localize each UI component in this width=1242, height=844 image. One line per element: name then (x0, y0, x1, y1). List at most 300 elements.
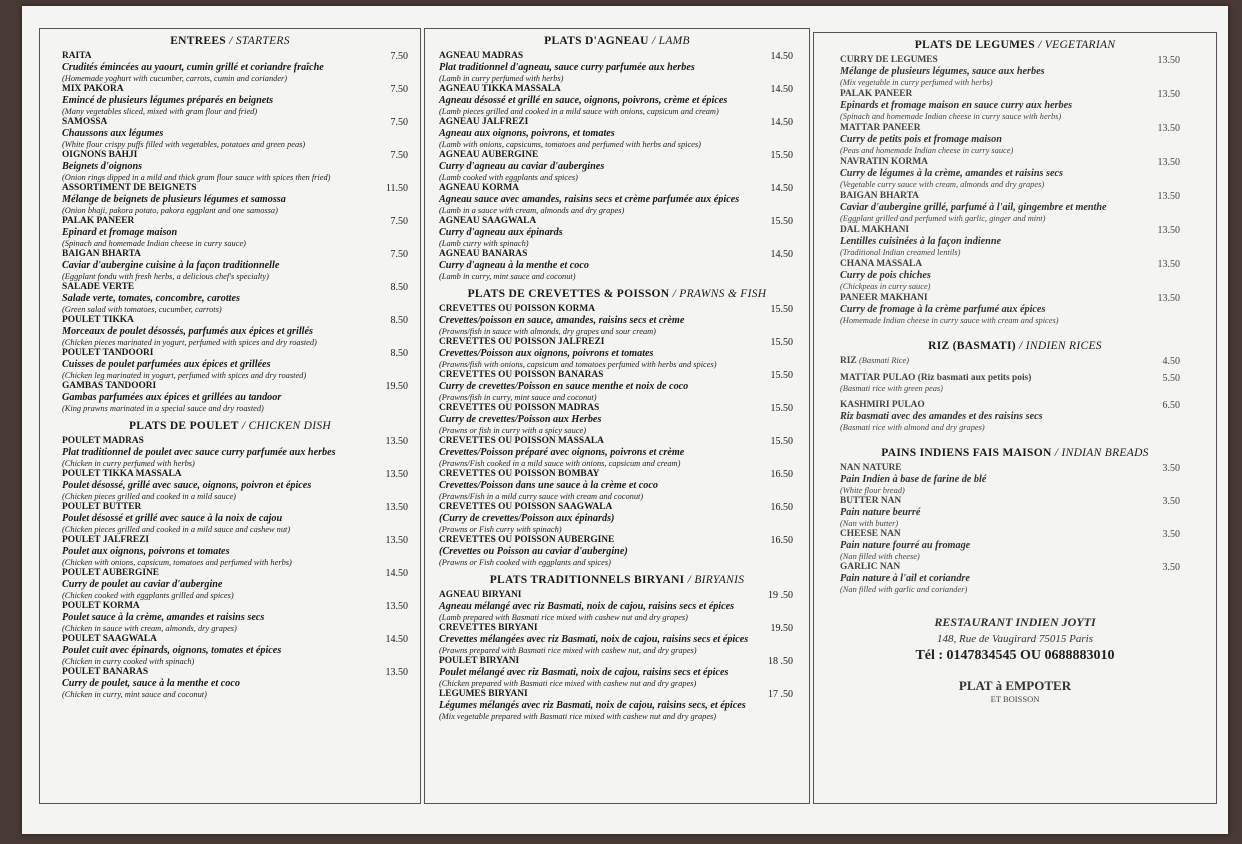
section-title-separator: / (669, 288, 680, 300)
menu-item (40, 282, 420, 315)
dish-name (840, 400, 1186, 411)
dish-translation: (Eggplant fondu with fresh herbs, a delicious chef's specialty) (62, 272, 269, 281)
dish-translation: (Mix vegetable prepared with Basmati rice mixed with cashew nut and dry grapes) (439, 712, 717, 721)
dish-price: 11.50 (385, 183, 408, 194)
right-column-sections (814, 39, 1216, 595)
section-title-en: VEGETARIAN (1044, 39, 1116, 51)
dish-translation: (Nan filled with garlic and coriander) (840, 585, 968, 594)
dish-name-text: GARLIC NAN (840, 562, 901, 572)
dish-price: 15.50 (770, 337, 793, 348)
dish-name-text: POULET MADRAS (62, 436, 144, 446)
dish-description: Curry d'agneau à la menthe et coco (439, 260, 589, 271)
dish-name (840, 496, 1186, 507)
dish-name-text: POULET BIRYANI (439, 656, 520, 666)
dish-price: 15.50 (770, 304, 793, 315)
dish-description: (Crevettes ou Poisson au caviar d'aubergine) (439, 546, 628, 557)
dish-description: Crudités émincées au yaourt, cumin grillé et coriandre fraîche (62, 62, 324, 73)
dish-name (840, 225, 1186, 236)
menu-item (425, 337, 809, 370)
dish-name-text: CHANA MASSALA (840, 259, 923, 269)
dish-description: Caviar d'aubergine cuisine à la façon traditionnelle (62, 260, 280, 271)
dish-price: 15.50 (770, 150, 793, 161)
dish-name (840, 356, 1186, 367)
dish-name-text: POULET SAAGWALA (62, 634, 157, 644)
dish-translation: (Spinach and homemade Indian cheese in curry sauce with herbs) (840, 112, 1062, 121)
dish-name (62, 348, 410, 359)
dish-translation: (White flour crispy puffs filled with vegetables, potatoes and green peas) (62, 140, 306, 149)
dish-translation: (Homemade yoghurt with cucumber, carrots, cumin and coriander) (62, 74, 288, 83)
dish-name (62, 601, 410, 612)
dish-name-text: CREVETTES BIRYANI (439, 623, 538, 633)
dish-name-text: CREVETTES OU POISSON MASSALA (439, 436, 604, 446)
dish-price: 14.50 (770, 84, 793, 95)
dish-name (62, 381, 410, 392)
dish-name-text: LEGUMES BIRYANI (439, 689, 528, 699)
menu-item (425, 502, 809, 535)
dish-name (840, 529, 1186, 540)
dish-translation: (Prawns/Fish in a mild curry sauce with cream and coconut) (439, 492, 644, 501)
section-title (425, 288, 809, 300)
section-title-en: CHICKEN DISH (248, 420, 332, 432)
dish-name (439, 436, 799, 447)
dish-name (439, 84, 799, 95)
dish-price: 13.50 (1157, 225, 1180, 236)
dish-name-text: MIX PAKORA (62, 84, 124, 94)
dish-name-text: POULET BANARAS (62, 667, 149, 677)
dish-description: Crevettes mélangées avec riz Basmati, noix de cajou, raisins secs et épices (439, 634, 749, 645)
dish-name (62, 469, 410, 480)
dish-name (62, 667, 410, 678)
dish-description: Plat traditionnel de poulet avec sauce curry parfumée aux herbes (62, 447, 336, 458)
dish-name-text: AGNEAU AUBERGINE (439, 150, 539, 160)
dish-price: 13.50 (1157, 293, 1180, 304)
dish-price: 13.50 (1157, 55, 1180, 66)
dish-name-text: CREVETTES OU POISSON JALFREZI (439, 337, 605, 347)
menu-item (40, 502, 420, 535)
dish-name (439, 337, 799, 348)
menu-item (814, 529, 1216, 562)
dish-translation: (Lamb prepared with Basmati rice mixed with cashew nut and dry grapes) (439, 613, 688, 622)
menu-item (40, 348, 420, 381)
dish-description: Poulet désossé et grillé avec sauce à la noix de cajou (62, 513, 283, 524)
menu-item (814, 225, 1216, 258)
dish-name (62, 315, 410, 326)
dish-price: 5.50 (1162, 373, 1180, 384)
section-title (425, 574, 809, 586)
menu-item (40, 51, 420, 84)
dish-name-text: NAVRATIN KORMA (840, 157, 928, 167)
dish-translation: (Chicken with onions, capsicum, tomatoes and perfumed with herbs) (62, 558, 292, 567)
dish-name (62, 216, 410, 227)
dish-description: Curry d'agneau aux épinards (439, 227, 563, 238)
dish-name (439, 403, 799, 414)
dish-name (439, 656, 799, 667)
dish-translation: (Prawns/fish with onions, capsicum and tomatoes perfumed with herbs and spices) (439, 360, 717, 369)
menu-item (814, 496, 1216, 529)
dish-price: 18 .50 (768, 656, 793, 667)
dish-name (439, 535, 799, 546)
dish-description: Crevettes/poisson en sauce, amandes, raisins secs et crème (439, 315, 685, 326)
dish-price: 14.50 (770, 183, 793, 194)
section-title-en: PRAWNS & FISH (679, 288, 767, 300)
dish-description: Riz basmati avec des amandes et des raisins secs (840, 411, 1043, 422)
dish-translation: (Chicken leg marinated in yogurt, perfumed with spices and dry roasted) (62, 371, 307, 380)
dish-price: 19 .50 (768, 590, 793, 601)
menu-item (40, 84, 420, 117)
dish-name-text: POULET TANDOORI (62, 348, 154, 358)
dish-name-text: CREVETTES OU POISSON SAAGWALA (439, 502, 613, 512)
dish-translation: (Prawns or Fish curry with spinach) (439, 525, 562, 534)
dish-name (439, 623, 799, 634)
dish-name-text: PALAK PANEER (62, 216, 135, 226)
dish-price: 3.50 (1162, 463, 1180, 474)
dish-price: 13.50 (385, 436, 408, 447)
restaurant-phone: Tél : 0147834545 OU 0688883010 (915, 648, 1115, 663)
dish-name (840, 123, 1186, 134)
dish-price: 19.50 (385, 381, 408, 392)
dish-name-text: BAIGAN BHARTA (840, 191, 919, 201)
section-title (425, 35, 809, 47)
dish-description: Agneau mélangé avec riz Basmati, noix de cajou, raisins secs et épices (439, 601, 735, 612)
dish-translation: (Nan filled with cheese) (840, 552, 920, 561)
menu-sheet (22, 6, 1228, 834)
dish-name (439, 183, 799, 194)
dish-price: 14.50 (770, 249, 793, 260)
dish-name-text: MATTAR PULAO (Riz basmati aux petits pois) (840, 373, 1032, 383)
restaurant-address: 148, Rue de Vaugirard 75015 Paris (936, 633, 1094, 645)
dish-description: Cuisses de poulet parfumées aux épices et grillées (62, 359, 271, 370)
section-title-fr: PAINS INDIENS FAIS MAISON (881, 447, 1052, 459)
dish-name (439, 304, 799, 315)
section-title (40, 420, 420, 432)
section-title-fr: ENTREES (170, 35, 226, 47)
menu-item (814, 373, 1216, 394)
dish-name (439, 117, 799, 128)
dish-description: Poulet désossé, grillé avec sauce, oignons, poivron et épices (62, 480, 312, 491)
menu-item (40, 568, 420, 601)
dish-description: Agneau aux oignons, poivrons, et tomates (439, 128, 615, 139)
dish-name-text: DAL MAKHANI (840, 225, 910, 235)
dish-description: Plat traditionnel d'agneau, sauce curry parfumée aux herbes (439, 62, 695, 73)
menu-item (425, 656, 809, 689)
menu-item (425, 304, 809, 337)
dish-description: Curry de pois chiches (840, 270, 931, 281)
dish-translation: (Lamb in curry, mint sauce and coconut) (439, 272, 576, 281)
dish-price: 3.50 (1162, 496, 1180, 507)
dish-name (439, 469, 799, 480)
menu-item (40, 315, 420, 348)
menu-item (814, 157, 1216, 190)
dish-translation: (Chicken pieces grilled and cooked in a mild sauce and cashew nut) (62, 525, 291, 534)
dish-translation: (Chicken cooked with eggplants grilled and spices) (62, 591, 234, 600)
dish-name-text: POULET AUBERGINE (62, 568, 159, 578)
dish-name (62, 282, 410, 293)
dish-description: Morceaux de poulet désossés, parfumés aux épices et grillés (62, 326, 313, 337)
menu-item (425, 150, 809, 183)
dish-name (840, 89, 1186, 100)
dish-translation: (Lamb curry with spinach) (439, 239, 529, 248)
dish-description: Poulet sauce à la crème, amandes et raisins secs (62, 612, 265, 623)
dish-price: 19.50 (770, 623, 793, 634)
dish-description: Curry de poulet, sauce à la menthe et coco (62, 678, 240, 689)
section-title-en: INDIAN BREADS (1061, 447, 1149, 459)
dish-name (62, 51, 410, 62)
dish-price: 14.50 (770, 51, 793, 62)
dish-price: 14.50 (770, 117, 793, 128)
menu-item (40, 469, 420, 502)
dish-name-text: AGNEAU BANARAS (439, 249, 528, 259)
dish-name-text: KASHMIRI PULAO (840, 400, 925, 410)
dish-translation: (Lamb with onions, capsicums, tomatoes and perfumed with herbs and spices) (439, 140, 701, 149)
dish-translation: (Chicken in sauce with cream, almonds, dry grapes) (62, 624, 237, 633)
dish-description: Chaussons aux légumes (62, 128, 164, 139)
dish-price: 8.50 (390, 315, 408, 326)
menu-item (814, 356, 1216, 367)
dish-name-text: NAN NATURE (840, 463, 902, 473)
dish-translation: (White flour bread) (840, 486, 905, 495)
dish-description: Agneau désossé et grillé en sauce, oignons, poivrons, crème et épices (439, 95, 728, 106)
dish-translation: (Chicken in curry cooked with spinach) (62, 657, 195, 666)
section-title (814, 39, 1216, 51)
dish-name-text: RIZ (840, 356, 857, 366)
dish-name (840, 293, 1186, 304)
dish-name-text: POULET TIKKA (62, 315, 134, 325)
dish-name-text: POULET BUTTER (62, 502, 142, 512)
dish-name-text: AGNEAU TIKKA MASSALA (439, 84, 561, 94)
dish-name-text: SALADE VERTE (62, 282, 135, 292)
dish-name-text: AGNEAU SAAGWALA (439, 216, 537, 226)
menu-item (40, 601, 420, 634)
dish-price: 16.50 (770, 502, 793, 513)
dish-price: 15.50 (770, 436, 793, 447)
menu-item (40, 436, 420, 469)
menu-item (425, 689, 809, 722)
menu-section (425, 35, 809, 282)
dish-price: 16.50 (770, 469, 793, 480)
dish-name-text: CREVETTES OU POISSON MADRAS (439, 403, 600, 413)
dish-translation: (Prawns/Fish cooked in a mild sauce with onions, capsicum and cream) (439, 459, 681, 468)
dish-name (439, 689, 799, 700)
dish-name-text: ASSORTIMENT DE BEIGNETS (62, 183, 197, 193)
dish-description: Epinards et fromage maison en sauce curry aux herbes (840, 100, 1073, 111)
dish-price: 7.50 (390, 51, 408, 62)
dish-name-text: CREVETTES OU POISSON AUBERGINE (439, 535, 615, 545)
menu-item (40, 249, 420, 282)
dish-price: 17 .50 (768, 689, 793, 700)
menu-item (814, 562, 1216, 595)
menu-item (40, 634, 420, 667)
dish-translation: (Onion rings dipped in a mild and thick gram flour sauce with spices then fried) (62, 173, 331, 182)
dish-name (840, 157, 1186, 168)
dish-translation: (Chicken pieces marinated in yogurt, perfumed with spices and dry roasted) (62, 338, 317, 347)
section-title-separator: / (684, 574, 695, 586)
dish-price: 15.50 (770, 370, 793, 381)
dish-name-text: GAMBAS TANDOORI (62, 381, 157, 391)
dish-name (62, 183, 410, 194)
dish-name (62, 249, 410, 260)
dish-name-text: AGNEAU KORMA (439, 183, 519, 193)
section-title-separator: / (1015, 340, 1026, 352)
menu-section (814, 340, 1216, 433)
dish-translation: (Onion bhaji, pakora potato, pakora eggplant and one samossa) (62, 206, 278, 215)
dish-description: Mélange de plusieurs légumes, sauce aux herbes (840, 66, 1045, 77)
dish-description: Poulet aux oignons, poivrons et tomates (62, 546, 230, 557)
dish-name-text: MATTAR PANEER (840, 123, 921, 133)
dish-name (439, 216, 799, 227)
dish-price: 7.50 (390, 117, 408, 128)
dish-description: Mélange de beignets de plusieurs légumes et samossa (62, 194, 286, 205)
dish-price: 13.50 (385, 667, 408, 678)
section-title-fr: PLATS DE POULET (128, 420, 239, 432)
dish-price: 13.50 (1157, 123, 1180, 134)
dish-name (439, 249, 799, 260)
dish-price: 16.50 (770, 535, 793, 546)
menu-item (425, 436, 809, 469)
dish-translation: (Traditional Indian creamed lentils) (840, 248, 961, 257)
dish-name-text: BUTTER NAN (840, 496, 902, 506)
dish-description: (Curry de crevettes/Poisson aux épinards) (439, 513, 615, 524)
dish-description: Poulet mélangé avec riz Basmati, noix de cajou, raisins secs et épices (439, 667, 729, 678)
dish-name-text: OIGNONS BAHJI (62, 150, 138, 160)
menu-item (425, 183, 809, 216)
dish-price: 14.50 (385, 634, 408, 645)
section-title-separator: / (226, 35, 236, 47)
dish-name (62, 117, 410, 128)
dish-name-text: AGNEAU JALFREZI (439, 117, 529, 127)
dish-translation: (Many vegetables sliced, mixed with gram flour and fried) (62, 107, 258, 116)
dish-description: Pain nature fourré au fromage (840, 540, 971, 551)
dish-translation: (Prawns/fish in sauce with almonds, dry grapes and sour cream) (439, 327, 656, 336)
dish-description: Curry de fromage à la crème parfumé aux épices (840, 304, 1046, 315)
dish-description: Crevettes/Poisson dans une sauce à la crème et coco (439, 480, 659, 491)
section-title-fr: PLATS TRADITIONNELS BIRYANI (489, 574, 685, 586)
restaurant-name: RESTAURANT INDIEN JOYTI (934, 615, 1096, 629)
menu-item (425, 469, 809, 502)
dish-price: 13.50 (385, 535, 408, 546)
dish-name-text: CURRY DE LEGUMES (840, 55, 938, 65)
menu-column-middle (424, 28, 810, 804)
section-title-en: STARTERS (235, 35, 290, 47)
menu-item (425, 590, 809, 623)
menu-item (425, 117, 809, 150)
dish-translation: (Chickpeas in curry sauce) (840, 282, 931, 291)
dish-name (62, 634, 410, 645)
menu-item (814, 463, 1216, 496)
takeaway-label: PLAT à EMPOTER (958, 678, 1072, 693)
section-title (814, 447, 1216, 459)
menu-column-left (39, 28, 421, 804)
dish-name (840, 463, 1186, 474)
dish-name-text: CHEESE NAN (840, 529, 901, 539)
dish-name (62, 84, 410, 95)
dish-translation: (Chicken in curry perfumed with herbs) (62, 459, 195, 468)
dish-translation: (Prawns or fish in curry with a spicy sauce) (439, 426, 587, 435)
dish-name-text: RAITA (62, 51, 92, 61)
menu-item (40, 667, 420, 700)
dish-description: Salade verte, tomates, concombre, carottes (62, 293, 240, 304)
menu-item (40, 535, 420, 568)
section-title (814, 340, 1216, 352)
dish-name (62, 535, 410, 546)
dish-translation: (King prawns marinated in a special sauce and dry roasted) (62, 404, 264, 413)
menu-item (425, 370, 809, 403)
dish-translation: (Vegetable curry sauce with cream, almonds and dry grapes) (840, 180, 1045, 189)
menu-item (814, 89, 1216, 122)
menu-item (40, 381, 420, 414)
menu-item (814, 259, 1216, 292)
menu-item (40, 216, 420, 249)
dish-translation: (Prawns prepared with Basmati rice mixed with cashew nut, and dry grapes) (439, 646, 697, 655)
dish-translation: (Lamb in curry perfumed with herbs) (439, 74, 564, 83)
dish-translation: (Mix vegetable in curry perfumed with herbs) (840, 78, 993, 87)
dish-translation: (Homemade Indian cheese in curry sauce with cream and spices) (840, 316, 1059, 325)
dish-name (439, 150, 799, 161)
dish-price: 6.50 (1162, 400, 1180, 411)
dish-price: 7.50 (390, 150, 408, 161)
menu-section (40, 420, 420, 700)
dish-name (840, 373, 1186, 384)
dish-translation: (Chicken pieces grilled and cooked in a mild sauce) (62, 492, 236, 501)
dish-name (840, 259, 1186, 270)
dish-name-text: CREVETTES OU POISSON BANARAS (439, 370, 604, 380)
section-title-separator: / (238, 420, 249, 432)
dish-description: Pain Indien à base de farine de blé (840, 474, 987, 485)
section-title-separator: / (1051, 447, 1062, 459)
dish-description: Agneau sauce avec amandes, raisins secs et crème parfumée aux épices (439, 194, 740, 205)
dish-price: 15.50 (770, 403, 793, 414)
dish-name (439, 502, 799, 513)
menu-item (425, 623, 809, 656)
menu-item (814, 293, 1216, 326)
dish-name (439, 51, 799, 62)
dish-translation: (Chicken prepared with Basmati rice mixed with cashew nut and dry grapes) (439, 679, 697, 688)
dish-description: Gambas parfumées aux épices et grillées au tandoor (62, 392, 282, 403)
dish-name-text: PANEER MAKHANI (840, 293, 928, 303)
menu-item (425, 249, 809, 282)
menu-section (425, 288, 809, 568)
dish-name-note: (Basmati Rice) (859, 356, 910, 365)
dish-description: Epinard et fromage maison (62, 227, 178, 238)
dish-price: 8.50 (390, 348, 408, 359)
dish-name (62, 568, 410, 579)
dish-description: Poulet cuit avec épinards, oignons, tomates et épices (62, 645, 282, 656)
dish-price: 13.50 (1157, 89, 1180, 100)
menu-section (814, 39, 1216, 326)
section-title-fr: PLATS DE CREVETTES & POISSON (467, 288, 670, 300)
menu-section (425, 574, 809, 722)
dish-name-text: AGNEAU BIRYANI (439, 590, 522, 600)
dish-name (62, 150, 410, 161)
dish-name (840, 562, 1186, 573)
dish-translation: (Chicken in curry, mint sauce and coconut) (62, 690, 207, 699)
dish-name-text: POULET KORMA (62, 601, 140, 611)
dish-price: 7.50 (390, 84, 408, 95)
section-title-separator: / (1034, 39, 1045, 51)
section-title-fr: RIZ (BASMATI) (928, 340, 1016, 352)
menu-item (814, 123, 1216, 156)
dish-name (840, 191, 1186, 202)
dish-description: Curry de crevettes/Poisson en sauce menthe et noix de coco (439, 381, 689, 392)
dish-translation: (Basmati rice with green peas) (840, 384, 943, 393)
dish-price: 13.50 (1157, 191, 1180, 202)
dish-description: Crevettes/Poisson préparé avec oignons, poivrons et crème (439, 447, 685, 458)
dish-name-text: AGNEAU MADRAS (439, 51, 524, 61)
dish-translation: (Nan with butter) (840, 519, 899, 528)
dish-price: 13.50 (1157, 157, 1180, 168)
dish-description: Curry de petits pois et fromage maison (840, 134, 1002, 145)
dish-translation: (Spinach and homemade Indian cheese in curry sauce) (62, 239, 246, 248)
dish-price: 4.50 (1162, 356, 1180, 367)
